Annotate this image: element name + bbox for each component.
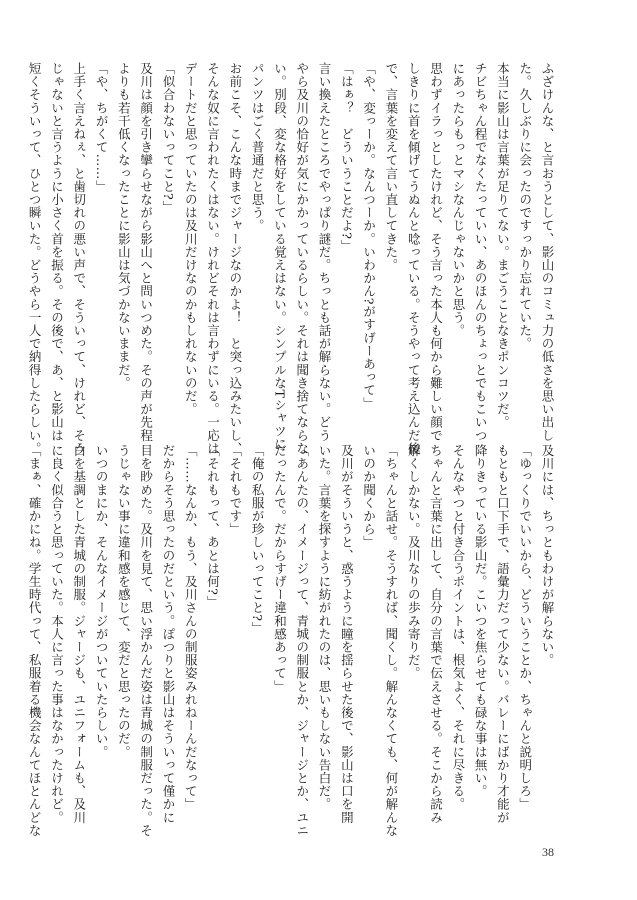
text-line: 短くそういって、ひとつ瞬いた。どうやら一人で納得したらしい。 (27, 62, 43, 455)
text-line: い。別段、変な格好をしている覚えはない。シンプルなTシャツに (272, 62, 288, 451)
text-line: 「俺の私服が珍しいってこと?」 (250, 444, 266, 635)
text-line: だからそう思ったのだという。ぽつりと影山はそういって僅かに (160, 444, 176, 824)
text-line: 「それもです」 (227, 444, 243, 536)
text-line: お前こそ、こんな時までジャージなのかよ！ と突っ込みたいし、 (227, 62, 243, 455)
text-block-upper (27, 62, 558, 455)
text-line: うじゃない事に違和感を感じて、変だと思ったのだ。 (116, 444, 132, 759)
text-line: チビちゃん程でなくたっていい、あのほんのちょっとでもこいつ (473, 62, 489, 442)
text-line: 降りきっている影山だ。こいつを焦らせても碌な事は無い。 (473, 444, 489, 798)
text-line: 「まぁ、確かにね。学生時代って、私服着る機会なんてほとんどな (27, 444, 43, 837)
text-line: いた。言葉を探すように紡がれたのは、思いもしない告白だ。 (317, 444, 333, 811)
text-line: 及川は顔を引き攣らせながら影山へと問いつめた。その声が先程 (138, 62, 154, 442)
text-line: 「あんたの、イメージって、青城の制服とか、ジャージとか、ユニ (294, 444, 310, 837)
text-line: 及川がそういうと、惑うように瞳を揺らせた後で、影山は口を開 (339, 444, 355, 824)
text-line: 言い換えたところでやっぱり謎だ。ちっとも話が解らない。どう (317, 62, 333, 442)
text-line: 「似合わないってこと?」 (160, 62, 176, 214)
text-line: パンツはごく普通だと思う。 (250, 62, 266, 233)
text-line: 上手く言えねぇ、と歯切れの悪い声で、そういって、けれど、そう (71, 62, 87, 455)
text-line: で、言葉を変えて言い直してきた。 (383, 62, 399, 272)
text-line: しきりに首を傾げてうぬんと唸っている。そうやって考え込んだ後 (406, 62, 422, 455)
text-line: 「や、変っーか。なんつーか。いわかん?がすげーあって」 (361, 62, 377, 410)
text-line: もともと口下手で、語彙力だって少ない。バレーにばかり才能が (495, 444, 511, 824)
text-line: だったんで。だからすげー違和感あって」 (272, 444, 288, 693)
text-line: じゃないと言うように小さく首を振る。その後で、あ、と影山は (49, 62, 65, 442)
text-line: そんな奴に言われたくはない。けれどそれは言わずにいる。一応は (205, 62, 221, 455)
text-line: 「……なんか、もう、及川さんの制服姿みれねーんだなって」 (183, 444, 199, 811)
text-line: た。久しぶりに会ったのですっかり忘れていた。 (517, 62, 533, 351)
text-line: に良く似合うと思っていた。本人に言った事はなかったけれど。 (49, 444, 65, 824)
text-block-lower (27, 444, 558, 837)
text-line: ふざけんな、と言おうとして、影山のコミュ力の低さを思い出し (540, 62, 555, 442)
text-line: ちゃんと言葉に出して、自分の言葉で伝えさせる。そこから読み (428, 444, 444, 824)
text-line: デートだと思っていたのは及川だけなのかもしれないのだ。 (183, 62, 199, 416)
text-line: 「ちゃんと話せ。そうすれば、聞くし。解んなくても、何が解んな (383, 444, 399, 837)
page-number: 38 (542, 845, 554, 859)
text-line: 「はぁ？ どういうことだよ?」 (339, 62, 355, 253)
text-line: 解くしかない。及川なりの歩み寄りだ。 (406, 444, 422, 680)
text-line: 及川には、ちっともわけが解らない。 (540, 444, 555, 667)
text-line: 目を眇めた。及川を見て、思い浮かんだ姿は青城の制服だった。そ (138, 444, 154, 837)
text-line: にあったらもっとマシなんじゃないかと思う。 (450, 62, 466, 338)
text-line: よりも若干低くなったことに影山は気づかないままだ。 (116, 62, 132, 390)
text-line: いつのまにか、そんなイメージがついていたらしい。 (94, 444, 110, 759)
text-line: 「ゆっくりでいいから、どういうことか、ちゃんと説明しろ」 (517, 444, 533, 811)
text-line: 白を基調とした青城の制服。ジャージも、ユニフォームも、及川 (71, 444, 87, 824)
text-line: 思わずイラっとしたけれど、そう言った本人も何から難しい顔で (428, 62, 444, 442)
text-line: いのか聞くから」 (361, 444, 377, 549)
text-line: やら及川の恰好が気にかかっているらしい。それは聞き捨てならな (294, 62, 310, 455)
text-line: 本当に影山は言葉が足りてない。まごうことなきポンコツだ。 (495, 62, 511, 429)
text-line: 「それもって、あとは何?」 (205, 444, 221, 609)
text-line: そんなやつと付き合うポイントは、根気よく、それに尽きる。 (450, 444, 466, 811)
text-line: 「や、ちがくて……」 (94, 62, 110, 193)
